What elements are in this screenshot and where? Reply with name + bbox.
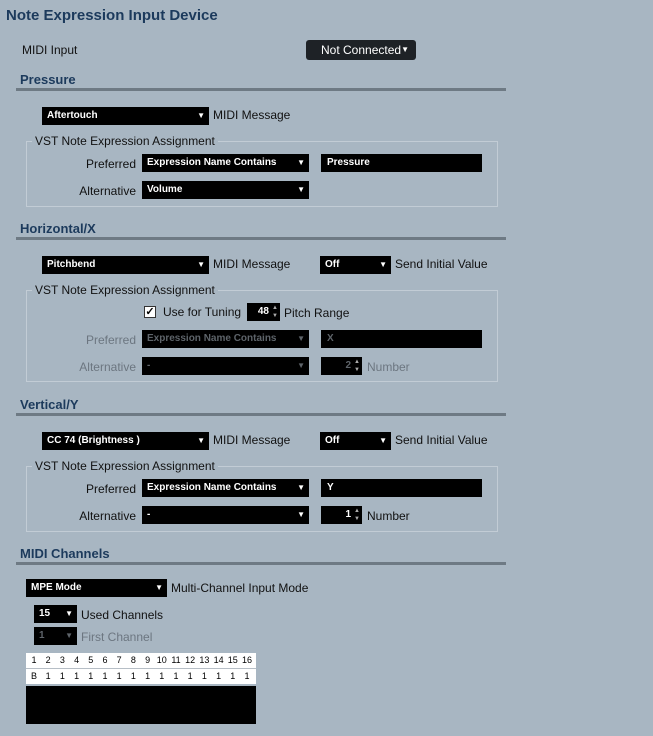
chevron-down-icon: ▼ [297, 361, 305, 370]
page-title: Note Expression Input Device [6, 7, 218, 24]
pressure-preferred-text-field[interactable]: Pressure [321, 154, 482, 172]
channel-role-row [26, 669, 256, 684]
stepper-down-icon[interactable]: ▼ [354, 367, 360, 373]
input-mode-dropdown[interactable] [26, 579, 167, 597]
dropdown-value: 1 [39, 630, 45, 641]
midi-input-label: MIDI Input [22, 43, 78, 57]
channel-role-cell[interactable]: 1 [130, 671, 136, 681]
dropdown-value: Pitchbend [47, 259, 96, 270]
pitch-range-stepper[interactable] [247, 303, 280, 321]
pressure-preferred-label: Preferred [85, 157, 136, 171]
channel-role-cell[interactable]: 1 [187, 671, 193, 681]
vertical-preferred-label: Preferred [85, 482, 136, 496]
stepper-up-icon[interactable]: ▲ [272, 305, 278, 311]
chevron-down-icon: ▼ [379, 260, 387, 269]
dropdown-value: - [147, 509, 151, 520]
horizontal-number-stepper[interactable] [321, 357, 362, 375]
horizontal-initial-value-dropdown[interactable] [320, 256, 391, 274]
checkmark-icon: ✓ [145, 306, 155, 318]
midi-input-value: Not Connected [321, 43, 402, 57]
channel-number-cell: 6 [102, 655, 108, 665]
channel-number-cell: 11 [171, 655, 181, 665]
chevron-down-icon: ▼ [401, 45, 409, 54]
pressure-assignment-legend: VST Note Expression Assignment [32, 134, 218, 148]
channel-role-cell[interactable]: 1 [102, 671, 108, 681]
horizontal-preferred-text-field[interactable]: X [321, 330, 482, 348]
vertical-assignment-legend: VST Note Expression Assignment [32, 459, 218, 473]
horizontal-preferred-label: Preferred [85, 333, 136, 347]
channel-number-cell: 14 [213, 655, 224, 665]
channel-number-cell: 10 [156, 655, 167, 665]
horizontal-alternative-label: Alternative [79, 360, 136, 374]
dropdown-value: MPE Mode [31, 582, 82, 593]
horizontal-midi-message-label: MIDI Message [213, 257, 291, 271]
chevron-down-icon: ▼ [297, 483, 305, 492]
chevron-down-icon: ▼ [297, 185, 305, 194]
pressure-alternative-dropdown[interactable] [142, 181, 309, 199]
horizontal-initial-value-label: Send Initial Value [395, 257, 488, 271]
channel-grid [26, 653, 256, 684]
section-divider [16, 562, 506, 565]
channel-number-cell: 8 [130, 655, 136, 665]
channel-number-cell: 2 [45, 655, 51, 665]
horizontal-number-label: Number [367, 360, 410, 374]
section-divider [16, 88, 506, 91]
section-divider [16, 413, 506, 416]
stepper-value: 1 [345, 509, 351, 520]
channel-role-cell[interactable]: 1 [74, 671, 80, 681]
chevron-down-icon: ▼ [297, 158, 305, 167]
stepper-down-icon[interactable]: ▼ [354, 516, 360, 522]
dropdown-value: CC 74 (Brightness ) [47, 435, 140, 446]
horizontal-alternative-dropdown[interactable] [142, 357, 309, 375]
pitch-range-label: Pitch Range [284, 306, 350, 320]
channel-role-cell[interactable]: 1 [159, 671, 165, 681]
channel-number-cell: 7 [116, 655, 122, 665]
horizontal-assignment-legend: VST Note Expression Assignment [32, 283, 218, 297]
pressure-midi-message-label: MIDI Message [213, 108, 291, 122]
channel-display-panel [26, 686, 256, 724]
horizontal-preferred-dropdown[interactable] [142, 330, 309, 348]
chevron-down-icon: ▼ [197, 111, 205, 120]
vertical-initial-value-dropdown[interactable] [320, 432, 391, 450]
chevron-down-icon: ▼ [297, 510, 305, 519]
vertical-alternative-dropdown[interactable] [142, 506, 309, 524]
channel-role-cell[interactable]: 1 [59, 671, 65, 681]
stepper-down-icon[interactable]: ▼ [272, 313, 278, 319]
dropdown-value: Aftertouch [47, 110, 98, 121]
pressure-heading: Pressure [20, 72, 76, 87]
vertical-midi-message-label: MIDI Message [213, 433, 291, 447]
horizontal-heading: Horizontal/X [20, 221, 96, 236]
channel-role-cell[interactable]: 1 [230, 671, 236, 681]
stepper-value: 2 [345, 360, 351, 371]
chevron-down-icon: ▼ [379, 436, 387, 445]
channel-number-cell: 5 [88, 655, 94, 665]
channel-number-cell: 15 [227, 655, 238, 665]
vertical-midi-message-dropdown[interactable] [42, 432, 209, 450]
vertical-number-label: Number [367, 509, 410, 523]
dropdown-value: Off [325, 259, 340, 270]
input-mode-label: Multi-Channel Input Mode [171, 581, 309, 595]
channel-number-cell: 4 [74, 655, 80, 665]
vertical-alternative-label: Alternative [79, 509, 136, 523]
chevron-down-icon: ▼ [197, 436, 205, 445]
channel-role-cell[interactable]: 1 [45, 671, 51, 681]
chevron-down-icon: ▼ [65, 609, 73, 618]
used-channels-dropdown[interactable] [34, 605, 77, 623]
dropdown-value: Off [325, 435, 340, 446]
vertical-heading: Vertical/Y [20, 397, 79, 412]
stepper-up-icon[interactable]: ▲ [354, 508, 360, 514]
vertical-initial-value-label: Send Initial Value [395, 433, 488, 447]
dropdown-value: Expression Name Contains [147, 333, 277, 344]
stepper-up-icon[interactable]: ▲ [354, 359, 360, 365]
dropdown-value: Volume [147, 184, 183, 195]
chevron-down-icon: ▼ [297, 334, 305, 343]
channel-number-cell: 16 [241, 655, 252, 665]
channel-number-row [26, 653, 256, 668]
channel-number-cell: 13 [199, 655, 210, 665]
chevron-down-icon: ▼ [197, 260, 205, 269]
midi-input-dropdown[interactable] [306, 40, 416, 60]
channel-role-cell[interactable]: B [30, 671, 37, 681]
pressure-alternative-label: Alternative [79, 184, 136, 198]
channel-number-cell: 3 [59, 655, 65, 665]
vertical-preferred-dropdown[interactable] [142, 479, 309, 497]
channel-role-cell[interactable]: 1 [116, 671, 122, 681]
dropdown-value: 15 [39, 608, 51, 619]
channel-number-cell: 1 [31, 655, 37, 665]
stepper-value: 48 [257, 306, 269, 317]
channel-role-cell[interactable]: 1 [201, 671, 207, 681]
used-channels-label: Used Channels [81, 608, 164, 622]
dropdown-value: Expression Name Contains [147, 157, 277, 168]
chevron-down-icon: ▼ [155, 583, 163, 592]
channel-number-cell: 9 [145, 655, 151, 665]
section-divider [16, 237, 506, 240]
chevron-down-icon: ▼ [65, 631, 73, 640]
use-for-tuning-label: Use for Tuning [163, 305, 242, 319]
dropdown-value: Expression Name Contains [147, 482, 277, 493]
pressure-preferred-dropdown[interactable] [142, 154, 309, 172]
channel-role-cell[interactable]: 1 [88, 671, 94, 681]
midi-channels-heading: MIDI Channels [20, 546, 110, 561]
horizontal-midi-message-dropdown[interactable] [42, 256, 209, 274]
dropdown-value: - [147, 360, 151, 371]
channel-role-cell[interactable]: 1 [216, 671, 222, 681]
vertical-preferred-text-field[interactable]: Y [321, 479, 482, 497]
use-for-tuning-checkbox[interactable] [144, 306, 156, 318]
vertical-number-stepper[interactable] [321, 506, 362, 524]
channel-number-cell: 12 [185, 655, 196, 665]
channel-role-cell[interactable]: 1 [173, 671, 179, 681]
first-channel-dropdown[interactable] [34, 627, 77, 645]
channel-role-cell[interactable]: 1 [244, 671, 250, 681]
first-channel-label: First Channel [81, 630, 153, 644]
channel-role-cell[interactable]: 1 [145, 671, 151, 681]
pressure-midi-message-dropdown[interactable] [42, 107, 209, 125]
